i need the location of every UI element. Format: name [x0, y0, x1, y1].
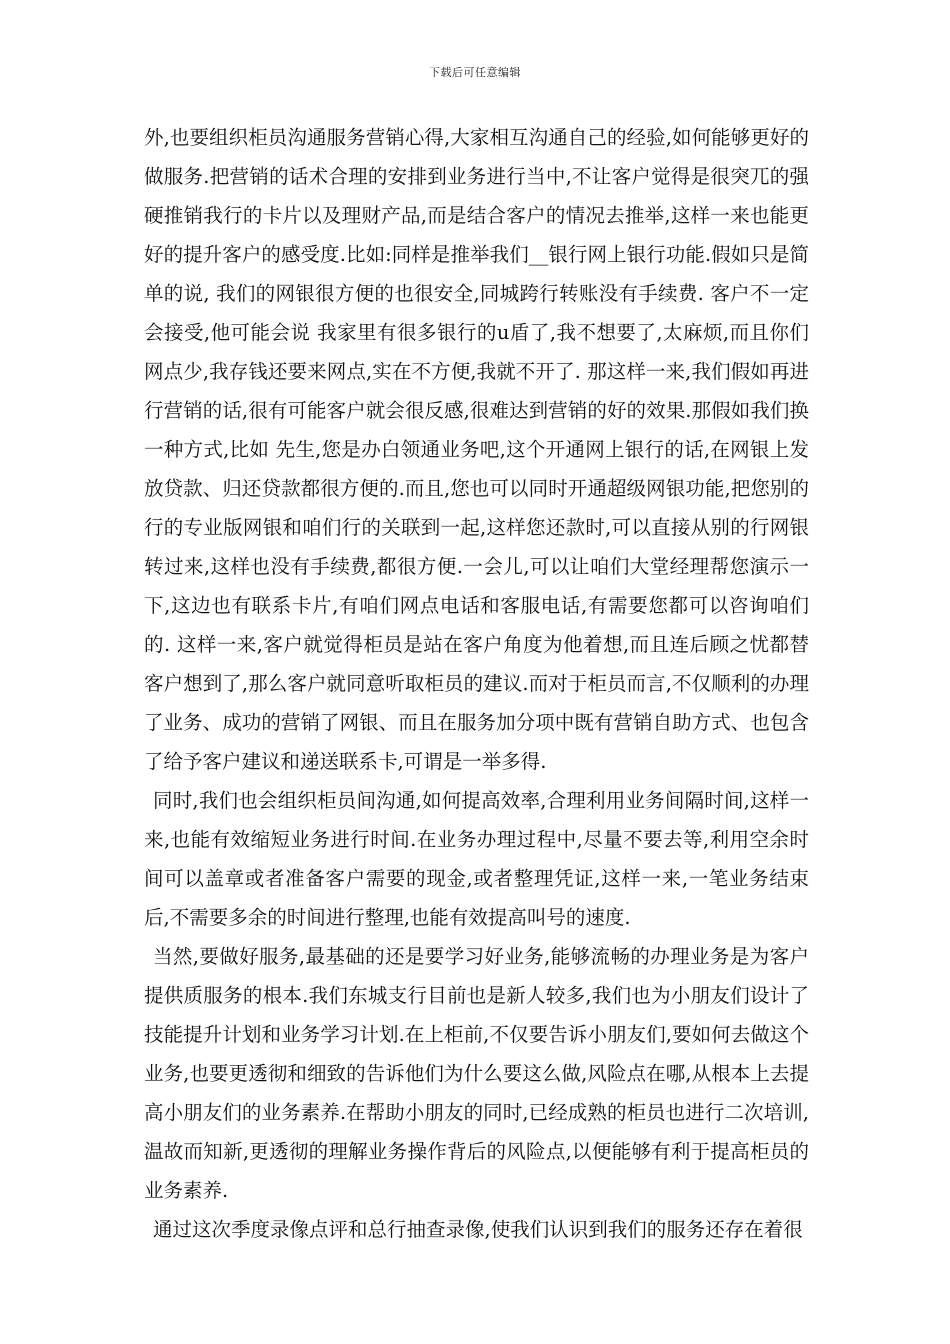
- document-body: [144, 118, 809, 1249]
- paragraph-1: 外,也要组织柜员沟通服务营销心得,大家相互沟通自己的经验,如何能够更好的做服务.把营销的话术合理的安排到业务进行当中,不让客户觉得是很突兀的强硬推销我行的卡片以及理财产品,而是结合客户的情况去推举,这样一来也能更好的提升客户的感受度.比如:同样是推举我们__银行网上银行功能.假如只是简单的说, 我们的网银很方便的也很安全,同城跨行转账没有手续费. 客户不一定会接受,他可能会说 我家里有很多银行的u盾了,我不想要了,太麻烦,而且你们网点少,我存钱还要来网点,实在不方便,我就不开了. 那这样一来,我们假如再进行营销的话,很有可能客户就会很反感,很难达到营销的好的效果.那假如我们换一种方式,比如 先生,您是办白领通业务吧,这个开通网上银行的话,在网银上发放贷款、归还贷款都很方便的.而且,您也可以同时开通超级网银功能,把您别的行的专业版网银和咱们行的关联到一起,这样您还款时,可以直接从别的行网银转过来,这样也没有手续费,都很方便.一会儿,可以让咱们大堂经理帮您演示一下,这边也有联系卡片,有咱们网点电话和客服电话,有需要您都可以咨询咱们的. 这样一来,客户就觉得柜员是站在客户角度为他着想,而且连后顾之忧都替客户想到了,那么客户就同意听取柜员的建议.而对于柜员而言,不仅顺利的办理了业务、成功的营销了网银、而且在服务加分项中既有营销自助方式、也包含了给予客户建议和递送联系卡,可谓是一举多得.: [144, 126, 809, 773]
- page-header: 下载后可任意编辑: [429, 66, 521, 79]
- paragraph-2: 同时,我们也会组织柜员间沟通,如何提高效率,合理利用业务间隔时间,这样一来,也能有效缩短业务进行时间.在业务办理过程中,尽量不要去等,利用空余时间可以盖章或者准备客户需要的现金,或者整理凭证,这样一来,一笔业务结束后,不需要多余的时间进行整理,也能有效提高叫号的速度.: [144, 789, 809, 929]
- paragraph-3: 当然,要做好服务,最基础的还是要学习好业务,能够流畅的办理业务是为客户提供质服务的根本.我们东城支行目前也是新人较多,我们也为小朋友们设计了技能提升计划和业务学习计划.在上柜前,不仅要告诉小朋友们,要如何去做这个业务,也要更透彻和细致的告诉他们为什么要这么做,风险点在哪,从根本上去提高小朋友们的业务素养.在帮助小朋友的同时,已经成熟的柜员也进行二次培训,温故而知新,更透彻的理解业务操作背后的风险点,以便能够有利于提高柜员的业务素养.: [144, 945, 809, 1202]
- paragraph-4: 通过这次季度录像点评和总行抽查录像,使我们认识到我们的服务还存在着很: [153, 1218, 803, 1241]
